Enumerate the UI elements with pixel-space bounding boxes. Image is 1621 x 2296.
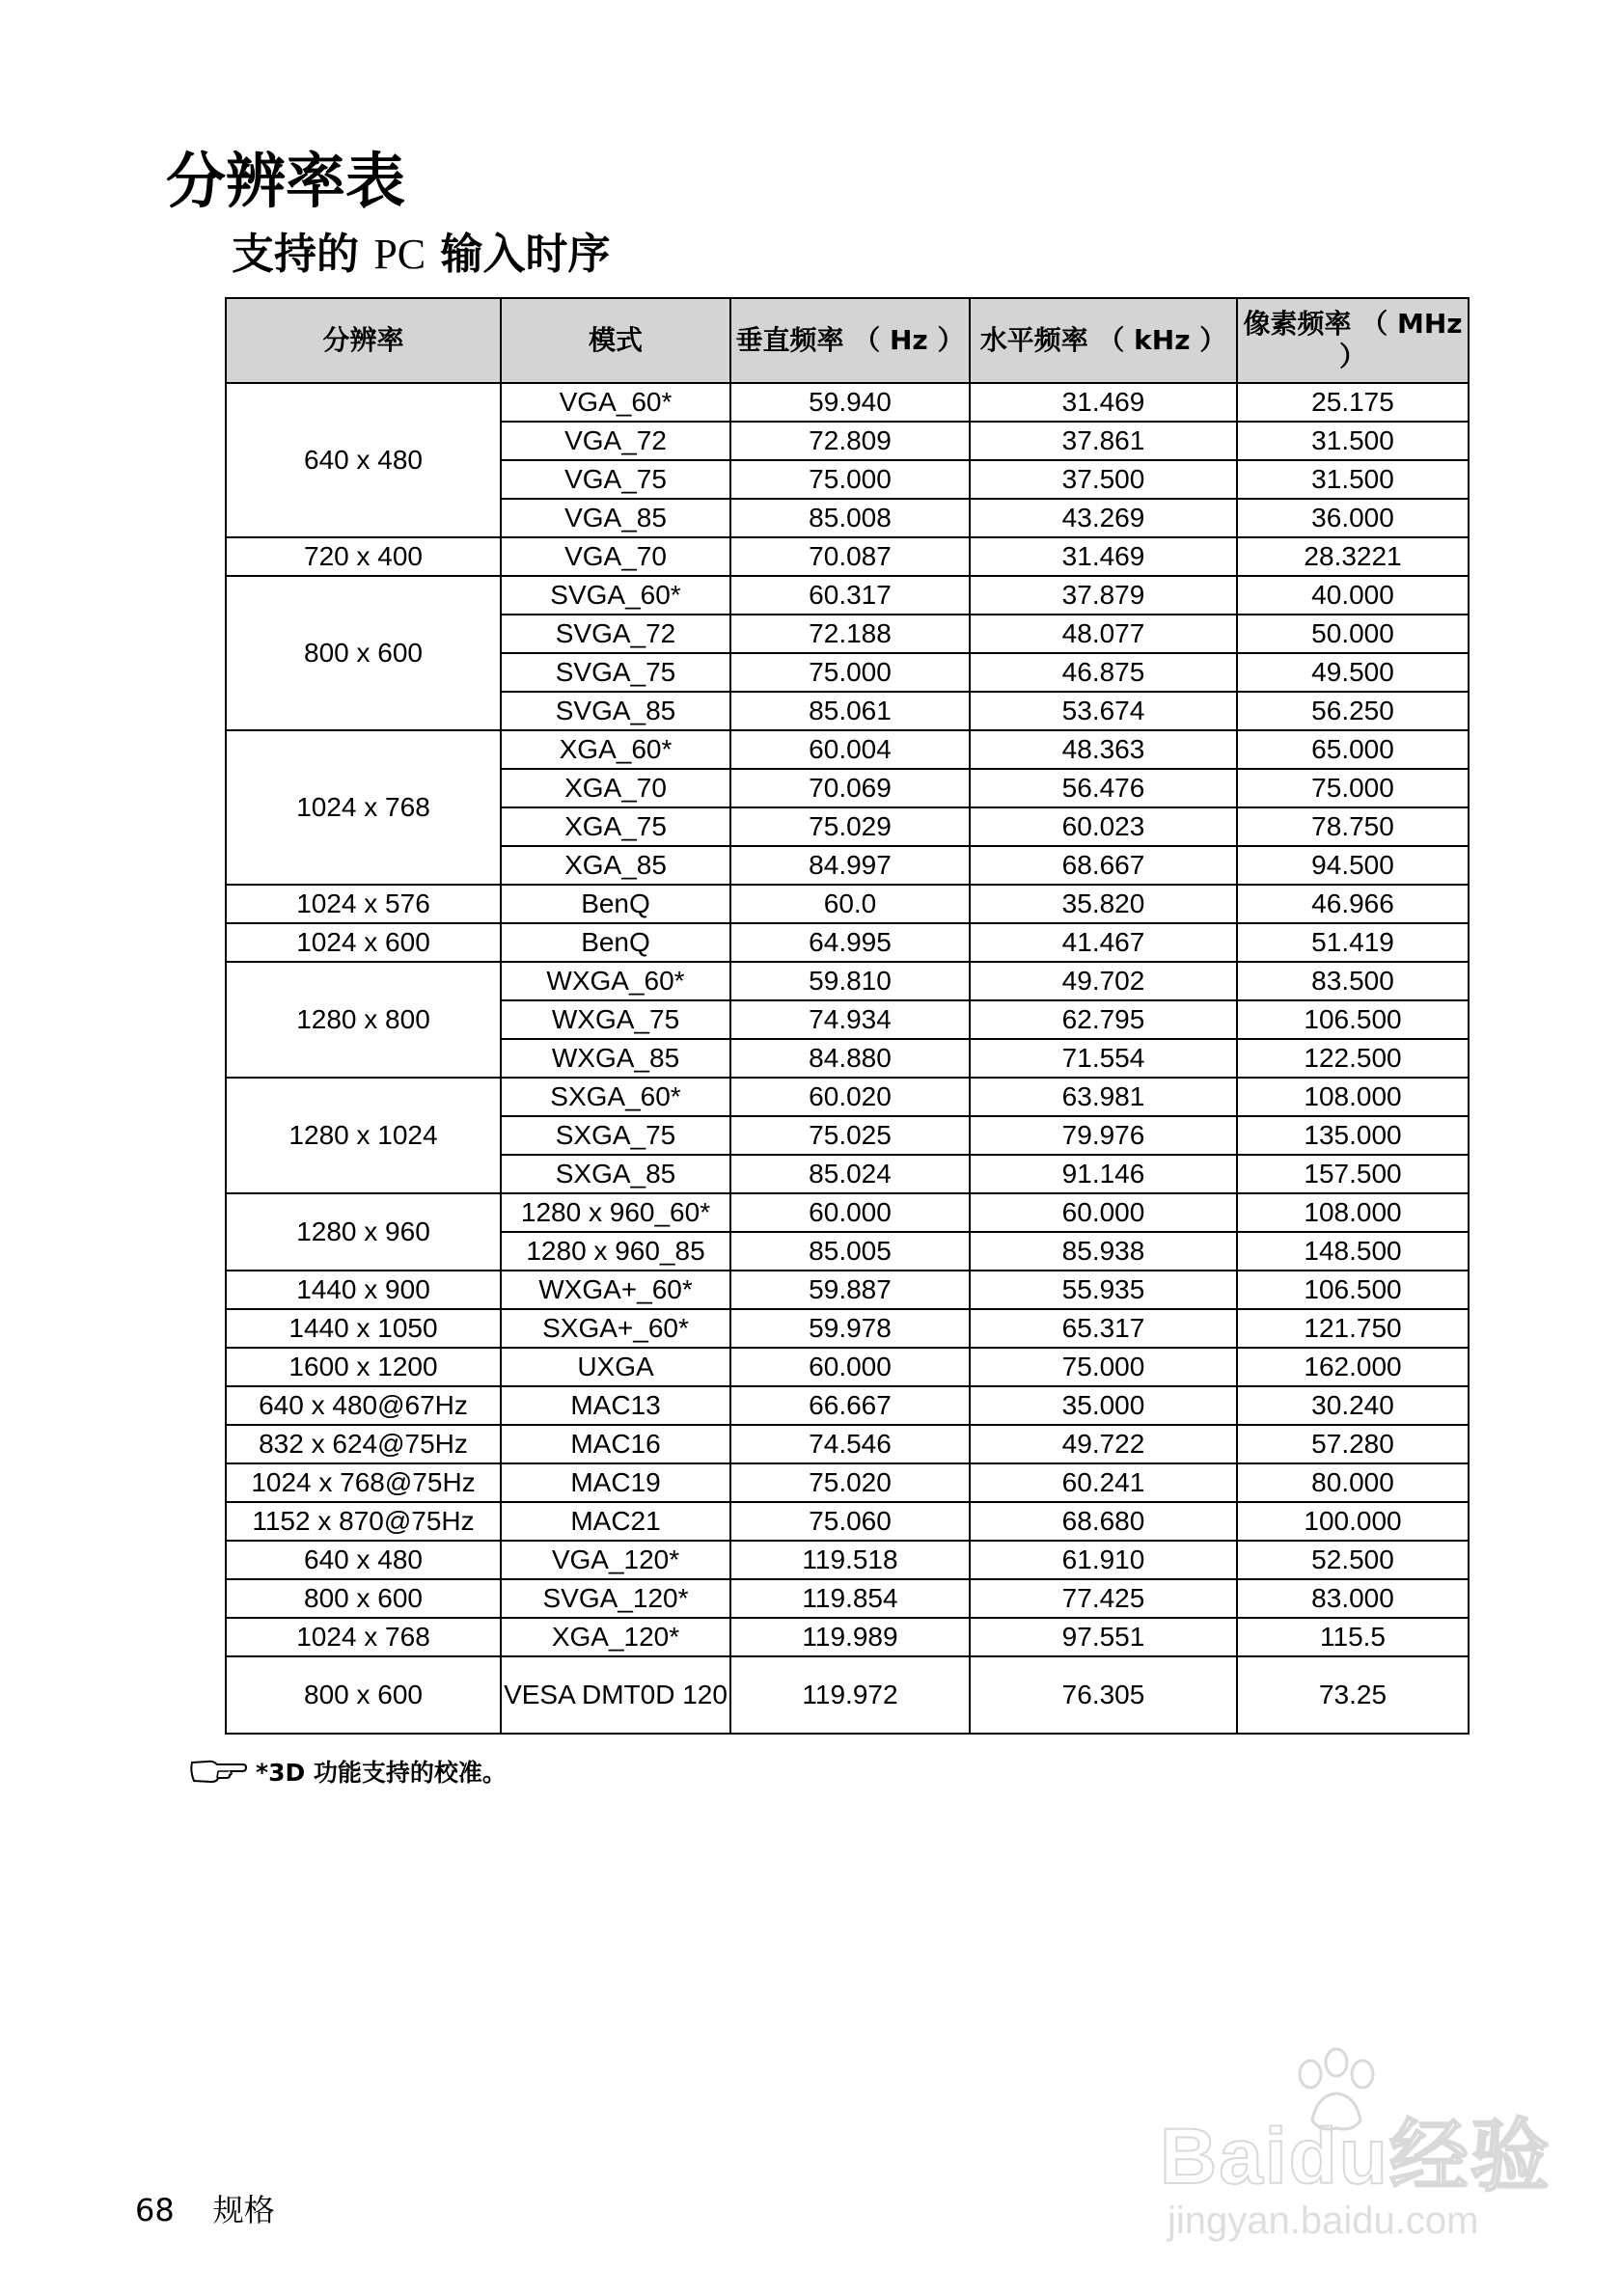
cell-vertical-frequency: 75.060: [730, 1502, 970, 1541]
cell-pixel-frequency: 57.280: [1237, 1425, 1469, 1463]
section-title-part2: 输入时序: [440, 230, 611, 279]
cell-pixel-frequency: 30.240: [1237, 1386, 1469, 1425]
cell-pixel-frequency: 75.000: [1237, 769, 1469, 807]
baidu-watermark: [1148, 2064, 1553, 2257]
cell-mode: SVGA_75: [501, 653, 730, 692]
cell-horizontal-frequency: 48.363: [970, 730, 1237, 769]
table-row: [226, 1078, 1469, 1116]
cell-horizontal-frequency: 79.976: [970, 1116, 1237, 1155]
cell-pixel-frequency: 157.500: [1237, 1155, 1469, 1193]
cell-mode: SXGA_85: [501, 1155, 730, 1193]
cell-resolution: 640 x 480: [226, 383, 501, 537]
cell-mode: VGA_70: [501, 537, 730, 576]
cell-pixel-frequency: 78.750: [1237, 807, 1469, 846]
cell-pixel-frequency: 56.250: [1237, 692, 1469, 730]
cell-vertical-frequency: 70.069: [730, 769, 970, 807]
cell-horizontal-frequency: 65.317: [970, 1309, 1237, 1348]
cell-horizontal-frequency: 31.469: [970, 383, 1237, 422]
cell-resolution: 1024 x 768@75Hz: [226, 1463, 501, 1502]
cell-resolution: 640 x 480@67Hz: [226, 1386, 501, 1425]
table-row: [226, 537, 1469, 576]
cell-horizontal-frequency: 60.000: [970, 1193, 1237, 1232]
cell-resolution: 1440 x 1050: [226, 1309, 501, 1348]
cell-vertical-frequency: 60.020: [730, 1078, 970, 1116]
cell-pixel-frequency: 28.3221: [1237, 537, 1469, 576]
table-row: [226, 1618, 1469, 1656]
cell-vertical-frequency: 119.972: [730, 1656, 970, 1734]
cell-pixel-frequency: 65.000: [1237, 730, 1469, 769]
cell-vertical-frequency: 85.061: [730, 692, 970, 730]
cell-pixel-frequency: 135.000: [1237, 1116, 1469, 1155]
pointing-hand-icon: [188, 1755, 248, 1788]
cell-pixel-frequency: 50.000: [1237, 615, 1469, 653]
cell-pixel-frequency: 108.000: [1237, 1078, 1469, 1116]
table-row: [226, 1348, 1469, 1386]
table-row: [226, 576, 1469, 615]
cell-mode: XGA_70: [501, 769, 730, 807]
cell-resolution: 800 x 600: [226, 1656, 501, 1734]
cell-horizontal-frequency: 37.861: [970, 422, 1237, 460]
cell-vertical-frequency: 75.025: [730, 1116, 970, 1155]
table-row: [226, 1193, 1469, 1232]
cell-mode: 1280 x 960_60*: [501, 1193, 730, 1232]
cell-vertical-frequency: 85.024: [730, 1155, 970, 1193]
cell-vertical-frequency: 59.978: [730, 1309, 970, 1348]
table-row: [226, 1656, 1469, 1734]
cell-mode: SXGA+_60*: [501, 1309, 730, 1348]
table-row: [226, 1386, 1469, 1425]
cell-vertical-frequency: 60.004: [730, 730, 970, 769]
cell-resolution: 1600 x 1200: [226, 1348, 501, 1386]
cell-horizontal-frequency: 48.077: [970, 615, 1237, 653]
cell-vertical-frequency: 70.087: [730, 537, 970, 576]
pc-timing-table: [225, 297, 1470, 1735]
cell-horizontal-frequency: 35.820: [970, 885, 1237, 923]
cell-horizontal-frequency: 68.680: [970, 1502, 1237, 1541]
cell-pixel-frequency: 52.500: [1237, 1541, 1469, 1579]
cell-pixel-frequency: 115.5: [1237, 1618, 1469, 1656]
table-header-row: [226, 298, 1469, 383]
cell-mode: SVGA_85: [501, 692, 730, 730]
page-footer: [135, 2186, 314, 2230]
note-text: *3D 功能支持的校准。: [256, 1759, 507, 1787]
cell-mode: SVGA_72: [501, 615, 730, 653]
cell-horizontal-frequency: 61.910: [970, 1541, 1237, 1579]
cell-mode: SXGA_75: [501, 1116, 730, 1155]
cell-resolution: 1024 x 768: [226, 1618, 501, 1656]
page-number: 68: [135, 2192, 175, 2228]
cell-pixel-frequency: 106.500: [1237, 1000, 1469, 1039]
cell-resolution: 1024 x 600: [226, 923, 501, 962]
cell-mode: VESA DMT0D 120: [501, 1656, 730, 1734]
cell-mode: VGA_85: [501, 499, 730, 537]
cell-horizontal-frequency: 85.938: [970, 1232, 1237, 1271]
cell-horizontal-frequency: 37.879: [970, 576, 1237, 615]
cell-pixel-frequency: 122.500: [1237, 1039, 1469, 1078]
cell-pixel-frequency: 36.000: [1237, 499, 1469, 537]
cell-mode: 1280 x 960_85: [501, 1232, 730, 1271]
section-title: [232, 227, 610, 283]
cell-vertical-frequency: 84.880: [730, 1039, 970, 1078]
cell-vertical-frequency: 66.667: [730, 1386, 970, 1425]
cell-mode: WXGA+_60*: [501, 1271, 730, 1309]
cell-pixel-frequency: 25.175: [1237, 383, 1469, 422]
cell-pixel-frequency: 148.500: [1237, 1232, 1469, 1271]
cell-resolution: 720 x 400: [226, 537, 501, 576]
cell-resolution: 1280 x 800: [226, 962, 501, 1078]
cell-vertical-frequency: 119.989: [730, 1618, 970, 1656]
cell-pixel-frequency: 51.419: [1237, 923, 1469, 962]
footer-section-label: 规格: [212, 2192, 275, 2228]
cell-resolution: 1152 x 870@75Hz: [226, 1502, 501, 1541]
cell-mode: WXGA_75: [501, 1000, 730, 1039]
cell-mode: WXGA_60*: [501, 962, 730, 1000]
cell-mode: XGA_85: [501, 846, 730, 885]
cell-pixel-frequency: 83.000: [1237, 1579, 1469, 1618]
cell-mode: VGA_72: [501, 422, 730, 460]
cell-resolution: 832 x 624@75Hz: [226, 1425, 501, 1463]
cell-pixel-frequency: 46.966: [1237, 885, 1469, 923]
cell-vertical-frequency: 75.029: [730, 807, 970, 846]
cell-horizontal-frequency: 53.674: [970, 692, 1237, 730]
cell-mode: MAC19: [501, 1463, 730, 1502]
cell-horizontal-frequency: 75.000: [970, 1348, 1237, 1386]
cell-mode: SVGA_60*: [501, 576, 730, 615]
cell-mode: XGA_75: [501, 807, 730, 846]
table-row: [226, 1541, 1469, 1579]
cell-horizontal-frequency: 97.551: [970, 1618, 1237, 1656]
cell-pixel-frequency: 40.000: [1237, 576, 1469, 615]
cell-mode: XGA_60*: [501, 730, 730, 769]
cell-resolution: 1024 x 576: [226, 885, 501, 923]
cell-mode: SXGA_60*: [501, 1078, 730, 1116]
cell-pixel-frequency: 108.000: [1237, 1193, 1469, 1232]
cell-pixel-frequency: 94.500: [1237, 846, 1469, 885]
cell-horizontal-frequency: 60.023: [970, 807, 1237, 846]
cell-pixel-frequency: 31.500: [1237, 460, 1469, 499]
cell-horizontal-frequency: 56.476: [970, 769, 1237, 807]
cell-pixel-frequency: 100.000: [1237, 1502, 1469, 1541]
section-title-part1: 支持的: [232, 230, 359, 279]
note: [188, 1754, 507, 1789]
cell-horizontal-frequency: 68.667: [970, 846, 1237, 885]
cell-vertical-frequency: 75.000: [730, 653, 970, 692]
table-row: [226, 1463, 1469, 1502]
cell-vertical-frequency: 60.000: [730, 1193, 970, 1232]
cell-vertical-frequency: 59.940: [730, 383, 970, 422]
table-body: [226, 383, 1469, 1734]
table-row: [226, 1425, 1469, 1463]
table-row: [226, 1502, 1469, 1541]
cell-horizontal-frequency: 49.702: [970, 962, 1237, 1000]
table-row: [226, 923, 1469, 962]
table-row: [226, 1271, 1469, 1309]
cell-vertical-frequency: 84.997: [730, 846, 970, 885]
cell-vertical-frequency: 72.809: [730, 422, 970, 460]
cell-pixel-frequency: 106.500: [1237, 1271, 1469, 1309]
cell-resolution: 1280 x 960: [226, 1193, 501, 1271]
cell-horizontal-frequency: 37.500: [970, 460, 1237, 499]
cell-vertical-frequency: 75.000: [730, 460, 970, 499]
cell-pixel-frequency: 121.750: [1237, 1309, 1469, 1348]
cell-pixel-frequency: 73.25: [1237, 1656, 1469, 1734]
cell-horizontal-frequency: 71.554: [970, 1039, 1237, 1078]
cell-pixel-frequency: 80.000: [1237, 1463, 1469, 1502]
cell-horizontal-frequency: 41.467: [970, 923, 1237, 962]
cell-mode: MAC21: [501, 1502, 730, 1541]
cell-horizontal-frequency: 77.425: [970, 1579, 1237, 1618]
header-horizontal-frequency: 水平频率 （ kHz ）: [970, 298, 1237, 383]
cell-vertical-frequency: 75.020: [730, 1463, 970, 1502]
cell-pixel-frequency: 162.000: [1237, 1348, 1469, 1386]
cell-resolution: 1280 x 1024: [226, 1078, 501, 1193]
cell-mode: VGA_75: [501, 460, 730, 499]
cell-resolution: 640 x 480: [226, 1541, 501, 1579]
cell-vertical-frequency: 85.008: [730, 499, 970, 537]
header-mode: 模式: [501, 298, 730, 383]
table-row: [226, 962, 1469, 1000]
cell-pixel-frequency: 83.500: [1237, 962, 1469, 1000]
cell-pixel-frequency: 31.500: [1237, 422, 1469, 460]
cell-mode: MAC16: [501, 1425, 730, 1463]
table-row: [226, 885, 1469, 923]
cell-resolution: 800 x 600: [226, 1579, 501, 1618]
cell-vertical-frequency: 119.518: [730, 1541, 970, 1579]
cell-mode: SVGA_120*: [501, 1579, 730, 1618]
cell-horizontal-frequency: 46.875: [970, 653, 1237, 692]
watermark-brand: Baidu经验: [1160, 2113, 1552, 2200]
cell-horizontal-frequency: 76.305: [970, 1656, 1237, 1734]
cell-resolution: 1024 x 768: [226, 730, 501, 885]
header-resolution: 分辨率: [226, 298, 501, 383]
cell-mode: UXGA: [501, 1348, 730, 1386]
cell-horizontal-frequency: 55.935: [970, 1271, 1237, 1309]
cell-horizontal-frequency: 49.722: [970, 1425, 1237, 1463]
cell-mode: MAC13: [501, 1386, 730, 1425]
cell-vertical-frequency: 72.188: [730, 615, 970, 653]
cell-mode: BenQ: [501, 885, 730, 923]
cell-horizontal-frequency: 62.795: [970, 1000, 1237, 1039]
cell-mode: WXGA_85: [501, 1039, 730, 1078]
cell-vertical-frequency: 59.887: [730, 1271, 970, 1309]
cell-pixel-frequency: 49.500: [1237, 653, 1469, 692]
cell-vertical-frequency: 85.005: [730, 1232, 970, 1271]
page-title: 分辨率表: [166, 146, 406, 216]
cell-mode: BenQ: [501, 923, 730, 962]
cell-resolution: 800 x 600: [226, 576, 501, 730]
cell-vertical-frequency: 59.810: [730, 962, 970, 1000]
table-row: [226, 1309, 1469, 1348]
cell-horizontal-frequency: 31.469: [970, 537, 1237, 576]
table-row: [226, 730, 1469, 769]
cell-resolution: 1440 x 900: [226, 1271, 501, 1309]
cell-horizontal-frequency: 63.981: [970, 1078, 1237, 1116]
header-vertical-frequency: 垂直频率 （ Hz ）: [730, 298, 970, 383]
cell-vertical-frequency: 74.546: [730, 1425, 970, 1463]
cell-horizontal-frequency: 60.241: [970, 1463, 1237, 1502]
cell-mode: VGA_120*: [501, 1541, 730, 1579]
cell-vertical-frequency: 119.854: [730, 1579, 970, 1618]
cell-mode: XGA_120*: [501, 1618, 730, 1656]
header-pixel-frequency: 像素频率 （ MHz ）: [1237, 298, 1469, 383]
cell-horizontal-frequency: 35.000: [970, 1386, 1237, 1425]
cell-vertical-frequency: 60.000: [730, 1348, 970, 1386]
cell-vertical-frequency: 60.317: [730, 576, 970, 615]
cell-horizontal-frequency: 91.146: [970, 1155, 1237, 1193]
cell-vertical-frequency: 74.934: [730, 1000, 970, 1039]
watermark-url: jingyan.baidu.com: [1168, 2200, 1479, 2242]
cell-vertical-frequency: 64.995: [730, 923, 970, 962]
cell-horizontal-frequency: 43.269: [970, 499, 1237, 537]
section-title-pc: PC: [373, 231, 426, 278]
cell-mode: VGA_60*: [501, 383, 730, 422]
table-row: [226, 383, 1469, 422]
cell-vertical-frequency: 60.0: [730, 885, 970, 923]
table-row: [226, 1579, 1469, 1618]
